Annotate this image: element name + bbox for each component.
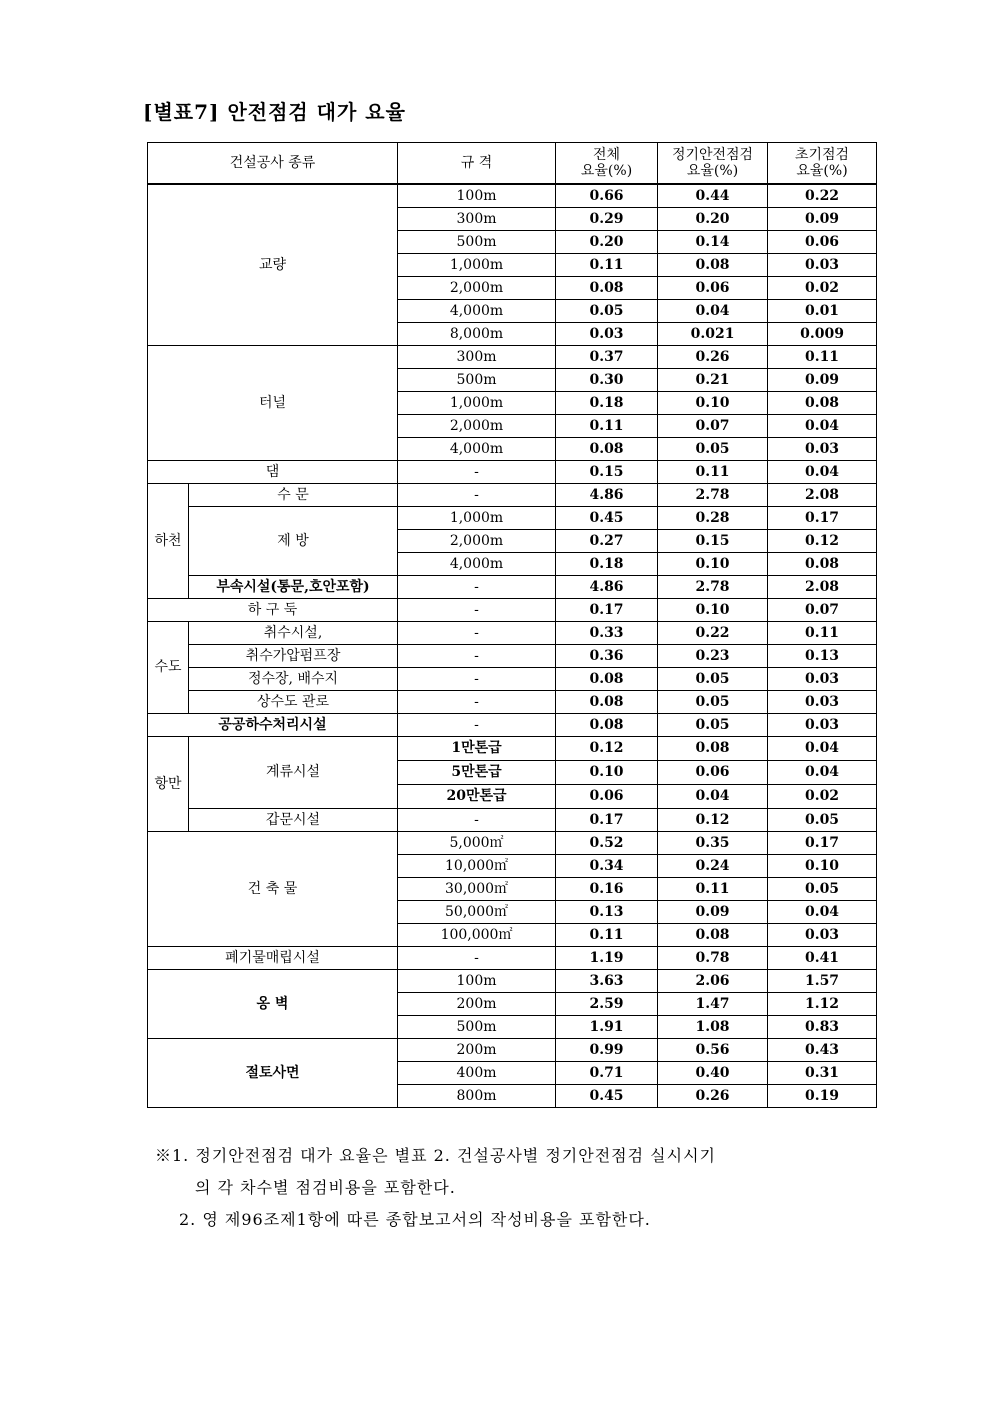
spec-cell: 500m — [398, 1015, 556, 1038]
initial-rate-cell: 0.09 — [768, 207, 877, 230]
spec-cell: 1,000m — [398, 253, 556, 276]
periodic-rate-cell: 0.40 — [658, 1061, 768, 1084]
subcategory-cell: 계류시설 — [189, 736, 398, 808]
spec-cell: 100,000㎡ — [398, 923, 556, 946]
total-rate-cell: 0.99 — [556, 1038, 658, 1061]
total-rate-cell: 0.52 — [556, 831, 658, 854]
periodic-rate-cell: 0.10 — [658, 598, 768, 621]
periodic-rate-cell: 0.21 — [658, 368, 768, 391]
total-rate-cell: 0.30 — [556, 368, 658, 391]
table-row — [148, 713, 877, 736]
total-rate-cell: 0.06 — [556, 784, 658, 808]
periodic-rate-cell: 2.78 — [658, 575, 768, 598]
initial-rate-cell: 0.03 — [768, 253, 877, 276]
spec-cell: 2,000m — [398, 529, 556, 552]
total-rate-cell: 0.33 — [556, 621, 658, 644]
initial-rate-cell: 0.04 — [768, 736, 877, 760]
header-total: 전체 요율(%) — [556, 143, 658, 185]
periodic-rate-cell: 1.08 — [658, 1015, 768, 1038]
total-rate-cell: 0.17 — [556, 808, 658, 831]
spec-cell: 300m — [398, 207, 556, 230]
initial-rate-cell: 0.009 — [768, 322, 877, 345]
subcategory-cell: 상수도 관로 — [189, 690, 398, 713]
spec-cell: 4,000m — [398, 299, 556, 322]
periodic-rate-cell: 0.23 — [658, 644, 768, 667]
category-cell: 옹 벽 — [148, 969, 398, 1038]
periodic-rate-cell: 0.05 — [658, 437, 768, 460]
total-rate-cell: 0.05 — [556, 299, 658, 322]
periodic-rate-cell: 0.11 — [658, 877, 768, 900]
total-rate-cell: 0.15 — [556, 460, 658, 483]
group-cell: 항만 — [148, 736, 189, 831]
periodic-rate-cell: 0.04 — [658, 784, 768, 808]
spec-cell: - — [398, 644, 556, 667]
periodic-rate-cell: 2.06 — [658, 969, 768, 992]
periodic-rate-cell: 0.35 — [658, 831, 768, 854]
spec-cell: - — [398, 598, 556, 621]
category-cell: 교량 — [148, 184, 398, 345]
category-cell: 폐기물매립시설 — [148, 946, 398, 969]
spec-cell: - — [398, 621, 556, 644]
table-row — [148, 598, 877, 621]
spec-cell: 4,000m — [398, 552, 556, 575]
subcategory-cell: 정수장, 배수지 — [189, 667, 398, 690]
initial-rate-cell: 0.03 — [768, 690, 877, 713]
periodic-rate-cell: 0.10 — [658, 552, 768, 575]
periodic-rate-cell: 0.11 — [658, 460, 768, 483]
table-row — [148, 1038, 877, 1061]
initial-rate-cell: 0.09 — [768, 368, 877, 391]
total-rate-cell: 0.36 — [556, 644, 658, 667]
total-rate-cell: 0.27 — [556, 529, 658, 552]
group-cell: 하천 — [148, 483, 189, 598]
total-rate-cell: 0.45 — [556, 1084, 658, 1107]
total-rate-cell: 0.18 — [556, 552, 658, 575]
total-rate-cell: 0.11 — [556, 253, 658, 276]
periodic-rate-cell: 1.47 — [658, 992, 768, 1015]
total-rate-cell: 0.08 — [556, 667, 658, 690]
total-rate-cell: 0.10 — [556, 760, 658, 784]
subcategory-cell: 취수가압펌프장 — [189, 644, 398, 667]
notes — [155, 1140, 716, 1236]
total-rate-cell: 0.34 — [556, 854, 658, 877]
periodic-rate-cell: 0.08 — [658, 253, 768, 276]
subcategory-cell: 갑문시설 — [189, 808, 398, 831]
periodic-rate-cell: 0.26 — [658, 1084, 768, 1107]
initial-rate-cell: 0.41 — [768, 946, 877, 969]
spec-cell: 1,000m — [398, 506, 556, 529]
initial-rate-cell: 0.83 — [768, 1015, 877, 1038]
total-rate-cell: 0.11 — [556, 923, 658, 946]
header-initial: 초기점검 요율(%) — [768, 143, 877, 185]
note-1-cont: 의 각 차수별 점검비용을 포함한다. — [195, 1178, 456, 1197]
table-row — [148, 690, 877, 713]
initial-rate-cell: 0.03 — [768, 713, 877, 736]
periodic-rate-cell: 2.78 — [658, 483, 768, 506]
total-rate-cell: 0.03 — [556, 322, 658, 345]
spec-cell: 100m — [398, 969, 556, 992]
periodic-rate-cell: 0.78 — [658, 946, 768, 969]
initial-rate-cell: 0.04 — [768, 900, 877, 923]
category-cell: 공공하수처리시설 — [148, 713, 398, 736]
total-rate-cell: 0.29 — [556, 207, 658, 230]
initial-rate-cell: 0.04 — [768, 760, 877, 784]
spec-cell: 200m — [398, 992, 556, 1015]
spec-cell: - — [398, 808, 556, 831]
spec-cell: 100m — [398, 184, 556, 207]
periodic-rate-cell: 0.20 — [658, 207, 768, 230]
spec-cell: - — [398, 483, 556, 506]
total-rate-cell: 1.91 — [556, 1015, 658, 1038]
periodic-rate-cell: 0.07 — [658, 414, 768, 437]
spec-cell: - — [398, 713, 556, 736]
subcategory-cell: 제 방 — [189, 506, 398, 575]
periodic-rate-cell: 0.15 — [658, 529, 768, 552]
periodic-rate-cell: 0.26 — [658, 345, 768, 368]
spec-cell: 400m — [398, 1061, 556, 1084]
spec-cell: - — [398, 946, 556, 969]
table-row — [148, 575, 877, 598]
table-row — [148, 345, 877, 368]
periodic-rate-cell: 0.09 — [658, 900, 768, 923]
table-row — [148, 621, 877, 644]
spec-cell: 10,000㎡ — [398, 854, 556, 877]
periodic-rate-cell: 0.05 — [658, 690, 768, 713]
spec-cell: 5만톤급 — [398, 760, 556, 784]
initial-rate-cell: 0.02 — [768, 784, 877, 808]
table-row — [148, 946, 877, 969]
periodic-rate-cell: 0.06 — [658, 760, 768, 784]
periodic-rate-cell: 0.44 — [658, 184, 768, 207]
subcategory-cell: 취수시설, — [189, 621, 398, 644]
page-title: [별표7] 안전점검 대가 요율 — [143, 100, 406, 124]
spec-cell: 2,000m — [398, 276, 556, 299]
spec-cell: 1만톤급 — [398, 736, 556, 760]
header-row — [148, 143, 877, 185]
spec-cell: - — [398, 460, 556, 483]
initial-rate-cell: 0.43 — [768, 1038, 877, 1061]
periodic-rate-cell: 0.24 — [658, 854, 768, 877]
spec-cell: - — [398, 667, 556, 690]
subcategory-cell: 부속시설(통문,호안포함) — [189, 575, 398, 598]
spec-cell: 500m — [398, 230, 556, 253]
initial-rate-cell: 0.05 — [768, 808, 877, 831]
total-rate-cell: 0.13 — [556, 900, 658, 923]
initial-rate-cell: 2.08 — [768, 483, 877, 506]
initial-rate-cell: 0.31 — [768, 1061, 877, 1084]
total-rate-cell: 0.08 — [556, 276, 658, 299]
initial-rate-cell: 0.12 — [768, 529, 877, 552]
initial-rate-cell: 0.07 — [768, 598, 877, 621]
periodic-rate-cell: 0.021 — [658, 322, 768, 345]
spec-cell: 4,000m — [398, 437, 556, 460]
group-cell: 수도 — [148, 621, 189, 713]
spec-cell: 8,000m — [398, 322, 556, 345]
initial-rate-cell: 0.10 — [768, 854, 877, 877]
initial-rate-cell: 0.17 — [768, 831, 877, 854]
total-rate-cell: 4.86 — [556, 483, 658, 506]
initial-rate-cell: 0.08 — [768, 552, 877, 575]
total-rate-cell: 0.71 — [556, 1061, 658, 1084]
table-row — [148, 460, 877, 483]
category-cell: 건 축 물 — [148, 831, 398, 946]
spec-cell: 500m — [398, 368, 556, 391]
periodic-rate-cell: 0.22 — [658, 621, 768, 644]
table-row — [148, 483, 877, 506]
total-rate-cell: 0.11 — [556, 414, 658, 437]
periodic-rate-cell: 0.12 — [658, 808, 768, 831]
header-periodic: 정기안전점검 요율(%) — [658, 143, 768, 185]
header-spec: 규 격 — [398, 143, 556, 185]
spec-cell: - — [398, 690, 556, 713]
initial-rate-cell: 0.04 — [768, 460, 877, 483]
periodic-rate-cell: 0.28 — [658, 506, 768, 529]
initial-rate-cell: 0.03 — [768, 923, 877, 946]
total-rate-cell: 1.19 — [556, 946, 658, 969]
spec-cell: - — [398, 575, 556, 598]
initial-rate-cell: 0.03 — [768, 667, 877, 690]
spec-cell: 50,000㎡ — [398, 900, 556, 923]
spec-cell: 30,000㎡ — [398, 877, 556, 900]
category-cell: 하 구 둑 — [148, 598, 398, 621]
total-rate-cell: 0.20 — [556, 230, 658, 253]
total-rate-cell: 0.12 — [556, 736, 658, 760]
initial-rate-cell: 1.57 — [768, 969, 877, 992]
periodic-rate-cell: 0.10 — [658, 391, 768, 414]
table-row — [148, 184, 877, 207]
total-rate-cell: 0.08 — [556, 690, 658, 713]
initial-rate-cell: 0.19 — [768, 1084, 877, 1107]
total-rate-cell: 0.08 — [556, 437, 658, 460]
initial-rate-cell: 0.08 — [768, 391, 877, 414]
initial-rate-cell: 0.11 — [768, 345, 877, 368]
periodic-rate-cell: 0.05 — [658, 713, 768, 736]
total-rate-cell: 0.37 — [556, 345, 658, 368]
note-1: ※1. 정기안전점검 대가 요율은 별표 2. 건설공사별 정기안전점검 실시시기 — [155, 1146, 716, 1165]
periodic-rate-cell: 0.14 — [658, 230, 768, 253]
spec-cell: 1,000m — [398, 391, 556, 414]
spec-cell: 2,000m — [398, 414, 556, 437]
periodic-rate-cell: 0.06 — [658, 276, 768, 299]
spec-cell: 800m — [398, 1084, 556, 1107]
category-cell: 터널 — [148, 345, 398, 460]
table-row — [148, 808, 877, 831]
spec-cell: 20만톤급 — [398, 784, 556, 808]
initial-rate-cell: 0.01 — [768, 299, 877, 322]
total-rate-cell: 2.59 — [556, 992, 658, 1015]
initial-rate-cell: 0.11 — [768, 621, 877, 644]
table-row — [148, 644, 877, 667]
table-row — [148, 969, 877, 992]
spec-cell: 300m — [398, 345, 556, 368]
total-rate-cell: 0.18 — [556, 391, 658, 414]
total-rate-cell: 0.45 — [556, 506, 658, 529]
header-type: 건설공사 종류 — [148, 143, 398, 185]
initial-rate-cell: 0.13 — [768, 644, 877, 667]
table-row — [148, 831, 877, 854]
periodic-rate-cell: 0.08 — [658, 923, 768, 946]
category-cell: 절토사면 — [148, 1038, 398, 1107]
periodic-rate-cell: 0.04 — [658, 299, 768, 322]
initial-rate-cell: 0.05 — [768, 877, 877, 900]
table-row — [148, 736, 877, 760]
table-body — [148, 184, 877, 1107]
category-cell: 댐 — [148, 460, 398, 483]
initial-rate-cell: 1.12 — [768, 992, 877, 1015]
initial-rate-cell: 0.04 — [768, 414, 877, 437]
table-row — [148, 506, 877, 529]
initial-rate-cell: 2.08 — [768, 575, 877, 598]
initial-rate-cell: 0.06 — [768, 230, 877, 253]
total-rate-cell: 4.86 — [556, 575, 658, 598]
initial-rate-cell: 0.03 — [768, 437, 877, 460]
spec-cell: 5,000㎡ — [398, 831, 556, 854]
total-rate-cell: 0.08 — [556, 713, 658, 736]
spec-cell: 200m — [398, 1038, 556, 1061]
initial-rate-cell: 0.17 — [768, 506, 877, 529]
table-row — [148, 667, 877, 690]
periodic-rate-cell: 0.05 — [658, 667, 768, 690]
initial-rate-cell: 0.22 — [768, 184, 877, 207]
periodic-rate-cell: 0.56 — [658, 1038, 768, 1061]
subcategory-cell: 수 문 — [189, 483, 398, 506]
rate-table — [147, 142, 877, 1108]
total-rate-cell: 0.66 — [556, 184, 658, 207]
periodic-rate-cell: 0.08 — [658, 736, 768, 760]
total-rate-cell: 0.16 — [556, 877, 658, 900]
initial-rate-cell: 0.02 — [768, 276, 877, 299]
total-rate-cell: 0.17 — [556, 598, 658, 621]
note-2: 2. 영 제96조제1항에 따른 종합보고서의 작성비용을 포함한다. — [179, 1210, 651, 1229]
total-rate-cell: 3.63 — [556, 969, 658, 992]
